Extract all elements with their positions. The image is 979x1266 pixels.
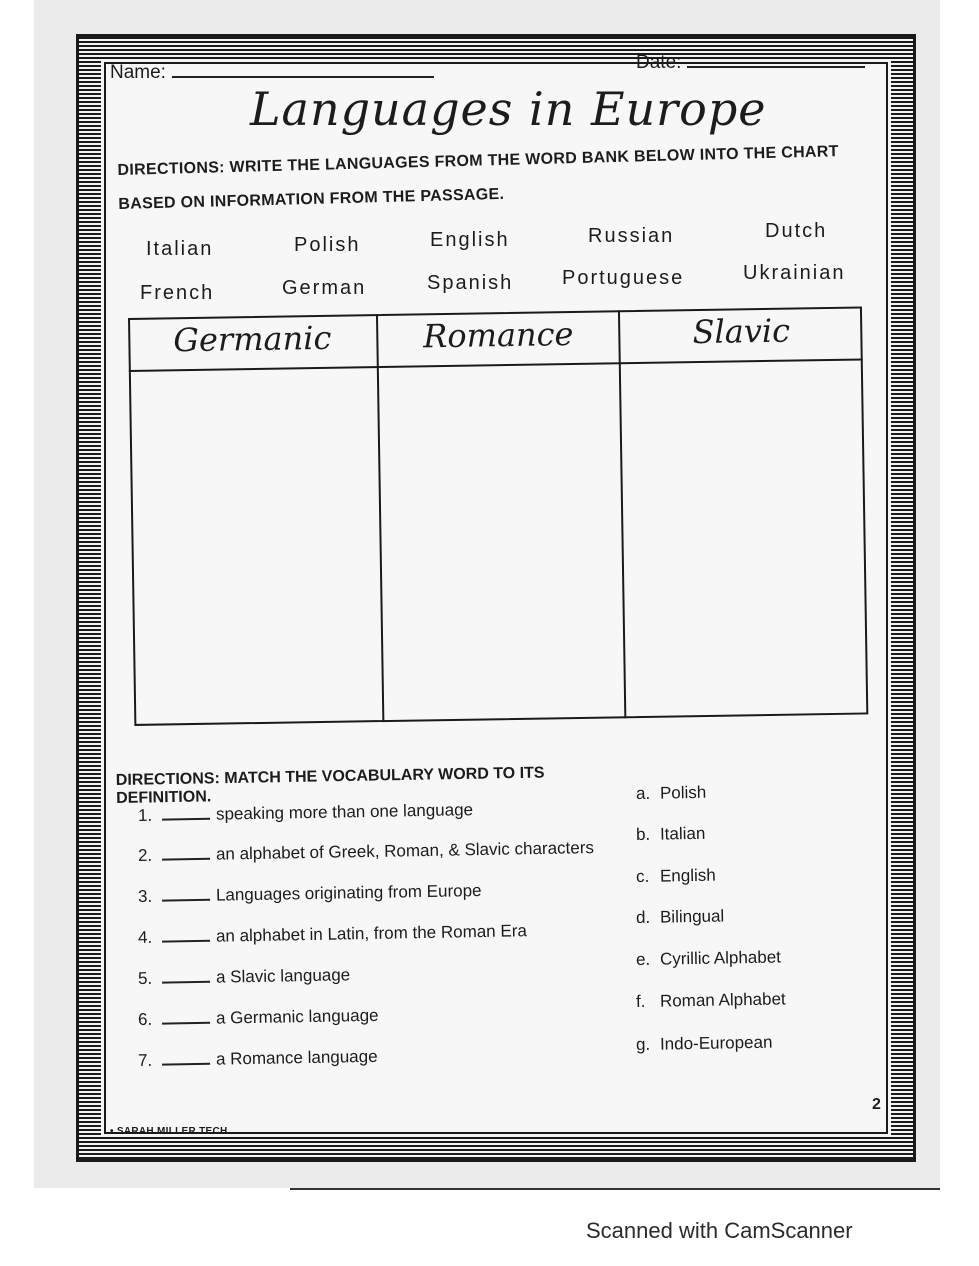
page-number: 2 [872, 1096, 881, 1113]
word-bank-item: Spanish [427, 272, 514, 294]
answer-text: Indo-European [659, 1032, 773, 1054]
name-field [110, 62, 434, 84]
border-stripes-left [79, 37, 101, 1159]
question-text: a Romance language [215, 1046, 378, 1069]
chart-directions: DIRECTIONS: WRITE THE LANGUAGES FROM THE WORD BANK BELOW INTO THE CHART BASED ON INFORMATION FROM THE PASSAGE. [117, 143, 839, 213]
answer-blank[interactable] [162, 969, 210, 984]
question-text: an alphabet of Greek, Roman, & Slavic characters [215, 838, 595, 864]
answer-option [636, 783, 707, 804]
column-header-slavic: Slavic [692, 311, 791, 352]
answer-letter: b. [635, 824, 651, 844]
author-credit: • SARAH MILLER TECH [110, 1126, 228, 1137]
answer-option [636, 947, 781, 970]
column-header-romance: Romance [422, 315, 574, 356]
scanner-watermark: Scanned with CamScanner [586, 1218, 853, 1243]
answer-letter: f. [635, 991, 646, 1011]
question-text: speaking more than one language [215, 800, 474, 824]
word-bank-item: Russian [588, 225, 675, 247]
question-number: 4. [137, 927, 153, 947]
word-bank-item: Portuguese [562, 267, 685, 289]
question-number: 7. [137, 1050, 153, 1070]
word-bank-item: German [282, 277, 367, 299]
answer-blank[interactable] [162, 928, 210, 943]
answer-letter: d. [635, 907, 651, 927]
answer-blank[interactable] [162, 846, 210, 861]
word-bank-item: Dutch [765, 220, 828, 242]
question-text: Languages originating from Europe [215, 881, 482, 905]
question-number: 5. [137, 968, 153, 988]
name-blank-line[interactable] [172, 62, 434, 78]
answer-letter: g. [635, 1034, 651, 1054]
language-chart [128, 306, 868, 725]
matching-directions: DIRECTIONS: MATCH THE VOCABULARY WORD TO ITS DEFINITION. [115, 764, 545, 807]
answer-option [636, 824, 706, 845]
answer-text: Polish [659, 782, 707, 803]
answer-letter: c. [635, 866, 650, 886]
answer-blank[interactable] [162, 887, 210, 902]
bottom-rule [290, 1188, 940, 1190]
word-bank-item: English [430, 229, 510, 251]
name-label: Name: [110, 62, 166, 83]
answer-option [636, 866, 716, 887]
date-field [636, 52, 865, 74]
question-text: an alphabet in Latin, from the Roman Era [215, 921, 528, 946]
answer-option [636, 1033, 773, 1055]
matching-question [138, 1006, 379, 1030]
germanic-answer-cell[interactable] [131, 368, 380, 724]
question-number: 1. [137, 805, 153, 825]
romance-answer-cell[interactable] [381, 364, 622, 720]
column-header-germanic: Germanic [173, 318, 332, 360]
word-bank-item: Ukrainian [743, 262, 846, 284]
date-blank-line[interactable] [687, 52, 865, 68]
question-number: 2. [137, 845, 153, 865]
answer-text: Italian [659, 823, 706, 844]
answer-option [636, 989, 786, 1012]
answer-option [636, 906, 725, 928]
word-bank-item: Polish [294, 234, 361, 256]
matching-question [138, 1047, 378, 1071]
matching-question [138, 965, 351, 989]
date-label: Date: [636, 52, 682, 73]
word-bank-item: French [140, 282, 215, 304]
question-text: a Germanic language [215, 1005, 379, 1028]
answer-blank[interactable] [162, 806, 210, 821]
question-number: 3. [137, 886, 153, 906]
slavic-answer-cell[interactable] [623, 360, 866, 716]
answer-text: Bilingual [659, 906, 725, 927]
answer-blank[interactable] [162, 1010, 210, 1025]
answer-text: Roman Alphabet [659, 989, 786, 1011]
question-text: a Slavic language [215, 965, 351, 987]
answer-text: English [659, 865, 716, 886]
border-stripes-bottom [79, 1137, 913, 1159]
word-bank-item: Italian [146, 238, 214, 260]
answer-letter: e. [635, 949, 651, 969]
border-stripes-right [891, 37, 913, 1159]
question-number: 6. [137, 1009, 153, 1029]
answer-letter: a. [635, 783, 651, 803]
page-title: Languages in Europe [250, 82, 767, 136]
answer-text: Cyrillic Alphabet [659, 947, 782, 969]
answer-blank[interactable] [162, 1051, 210, 1066]
